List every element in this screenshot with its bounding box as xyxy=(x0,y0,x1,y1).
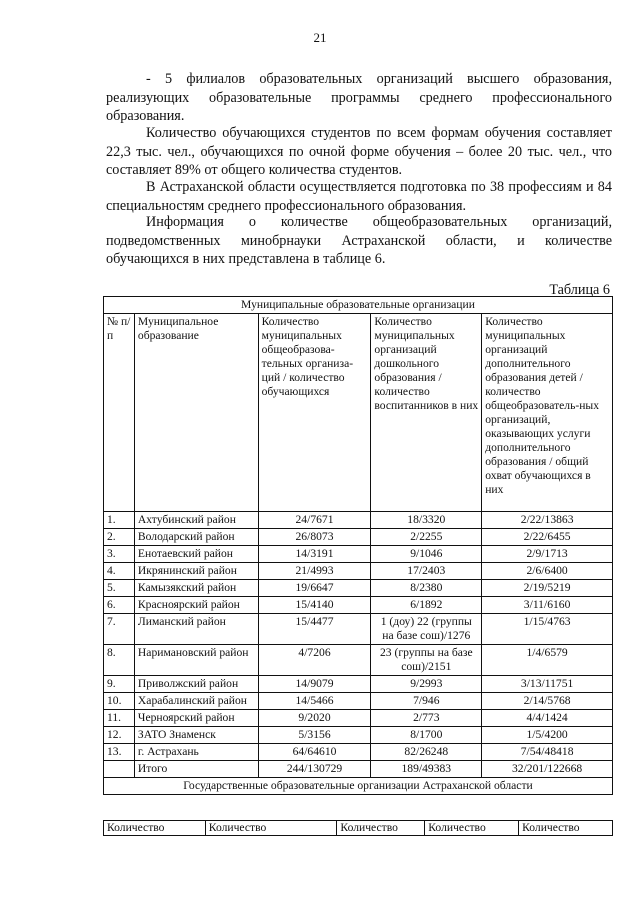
row-preschool: 2/773 xyxy=(371,710,482,727)
table-row xyxy=(104,512,613,529)
row-general-schools: 5/3156 xyxy=(258,727,371,744)
header-municipality: Муниципальное образование xyxy=(134,314,258,512)
section-header-row xyxy=(104,297,613,314)
section-title: Муниципальные образовательные организации xyxy=(104,297,613,314)
total-row xyxy=(104,761,613,778)
row-preschool: 23 (группы на базе сош)/2151 xyxy=(371,645,482,676)
row-municipality: Наримановский район xyxy=(134,645,258,676)
row-general-schools: 15/4140 xyxy=(258,597,371,614)
row-number: 9. xyxy=(104,676,135,693)
row-additional-education: 2/22/13863 xyxy=(482,512,613,529)
row-number: 11. xyxy=(104,710,135,727)
paragraph-branches: - 5 филиалов образовательных организаций высшего образования, реализующих образовательные программы среднего профессионального образования. xyxy=(106,71,612,124)
table-row xyxy=(104,645,613,676)
row-general-schools: 19/6647 xyxy=(258,580,371,597)
header-additional-education: Количество муниципальных организаций дополнительного образования детей / количество общеобразователь-ных организаций, оказывающих услуги дополнительного образования / общий охват обучающихся в них xyxy=(482,314,613,512)
paragraph-professions: В Астраханской области осуществляется подготовка по 38 профессиям и 84 специальностям среднего профессионального образования. xyxy=(106,179,612,214)
state-organizations-header xyxy=(103,820,613,836)
row-number: 10. xyxy=(104,693,135,710)
total-additional-education: 32/201/122668 xyxy=(482,761,613,778)
row-preschool: 18/3320 xyxy=(371,512,482,529)
row-general-schools: 24/7671 xyxy=(258,512,371,529)
row-general-schools: 15/4477 xyxy=(258,614,371,645)
row-municipality: Камызякский район xyxy=(134,580,258,597)
page-number: 21 xyxy=(313,30,327,45)
row-preschool: 82/26248 xyxy=(371,744,482,761)
education-table xyxy=(103,296,613,795)
bottom-header-cell: Количество xyxy=(104,821,206,836)
bottom-header-cell: Количество xyxy=(205,821,337,836)
table-row xyxy=(104,693,613,710)
row-number: 3. xyxy=(104,546,135,563)
table-row xyxy=(104,710,613,727)
row-additional-education: 4/4/1424 xyxy=(482,710,613,727)
row-preschool: 2/2255 xyxy=(371,529,482,546)
row-additional-education: 2/14/5768 xyxy=(482,693,613,710)
row-preschool: 8/1700 xyxy=(371,727,482,744)
row-municipality: Володарский район xyxy=(134,529,258,546)
row-preschool: 9/1046 xyxy=(371,546,482,563)
row-number: 1. xyxy=(104,512,135,529)
row-additional-education: 3/11/6160 xyxy=(482,597,613,614)
row-general-schools: 9/2020 xyxy=(258,710,371,727)
table-row xyxy=(104,529,613,546)
total-number xyxy=(104,761,135,778)
row-additional-education: 2/19/5219 xyxy=(482,580,613,597)
row-municipality: Лиманский район xyxy=(134,614,258,645)
row-preschool: 8/2380 xyxy=(371,580,482,597)
row-number: 2. xyxy=(104,529,135,546)
row-general-schools: 14/9079 xyxy=(258,676,371,693)
row-preschool: 9/2993 xyxy=(371,676,482,693)
row-number: 6. xyxy=(104,597,135,614)
bottom-header-cell: Количество xyxy=(519,821,613,836)
paragraph-table-intro: Информация о количестве общеобразовательных организаций, подведомственных минобрнауки Астраханской области, и количестве обучающихся в них представлена в таблице 6. xyxy=(106,214,612,267)
bottom-header-cell: Количество xyxy=(337,821,425,836)
bottom-header-cell: Количество xyxy=(425,821,519,836)
table-caption: Таблица 6 xyxy=(549,282,610,298)
row-general-schools: 26/8073 xyxy=(258,529,371,546)
row-general-schools: 4/7206 xyxy=(258,645,371,676)
row-preschool: 7/946 xyxy=(371,693,482,710)
row-additional-education: 2/6/6400 xyxy=(482,563,613,580)
row-number: 13. xyxy=(104,744,135,761)
row-additional-education: 2/22/6455 xyxy=(482,529,613,546)
header-number: № п/п xyxy=(104,314,135,512)
column-header-row xyxy=(104,314,613,512)
row-municipality: Приволжский район xyxy=(134,676,258,693)
row-number: 8. xyxy=(104,645,135,676)
row-preschool: 17/2403 xyxy=(371,563,482,580)
row-number: 12. xyxy=(104,727,135,744)
row-municipality: Икрянинский район xyxy=(134,563,258,580)
row-municipality: Харабалинский район xyxy=(134,693,258,710)
section2-title: Государственные образовательные организации Астраханской области xyxy=(104,778,613,795)
table-row xyxy=(104,744,613,761)
table-row xyxy=(104,676,613,693)
total-label: Итого xyxy=(134,761,258,778)
row-municipality: Енотаевский район xyxy=(134,546,258,563)
row-general-schools: 14/3191 xyxy=(258,546,371,563)
row-municipality: ЗАТО Знаменск xyxy=(134,727,258,744)
table-row xyxy=(104,580,613,597)
header-preschool: Количество муниципальных организаций дошкольного образования / количество воспитанников в них xyxy=(371,314,482,512)
row-additional-education: 1/4/6579 xyxy=(482,645,613,676)
table-row xyxy=(104,546,613,563)
row-additional-education: 2/9/1713 xyxy=(482,546,613,563)
row-preschool: 1 (доу) 22 (группы на базе сош)/1276 xyxy=(371,614,482,645)
row-additional-education: 1/5/4200 xyxy=(482,727,613,744)
row-additional-education: 1/15/4763 xyxy=(482,614,613,645)
row-number: 4. xyxy=(104,563,135,580)
row-municipality: Красноярский район xyxy=(134,597,258,614)
table-row xyxy=(104,727,613,744)
row-additional-education: 3/13/11751 xyxy=(482,676,613,693)
row-municipality: г. Астрахань xyxy=(134,744,258,761)
row-additional-education: 7/54/48418 xyxy=(482,744,613,761)
row-municipality: Черноярский район xyxy=(134,710,258,727)
header-general-schools: Количество муниципальных общеобразова-тельных организа-ций / количество обучающихся xyxy=(258,314,371,512)
row-general-schools: 14/5466 xyxy=(258,693,371,710)
total-preschool: 189/49383 xyxy=(371,761,482,778)
table-row xyxy=(104,597,613,614)
row-general-schools: 64/64610 xyxy=(258,744,371,761)
table-row xyxy=(104,614,613,645)
total-general-schools: 244/130729 xyxy=(258,761,371,778)
table-row xyxy=(104,563,613,580)
bottom-header-row xyxy=(104,821,613,836)
row-general-schools: 21/4993 xyxy=(258,563,371,580)
section2-header-row xyxy=(104,778,613,795)
row-number: 7. xyxy=(104,614,135,645)
row-municipality: Ахтубинский район xyxy=(134,512,258,529)
paragraph-students: Количество обучающихся студентов по всем формам обучения составляет 22,3 тыс. чел., обучающихся по очной форме обучения – более 20 тыс. чел., что составляет 89% от общего количества студентов. xyxy=(106,125,612,178)
row-number: 5. xyxy=(104,580,135,597)
row-preschool: 6/1892 xyxy=(371,597,482,614)
